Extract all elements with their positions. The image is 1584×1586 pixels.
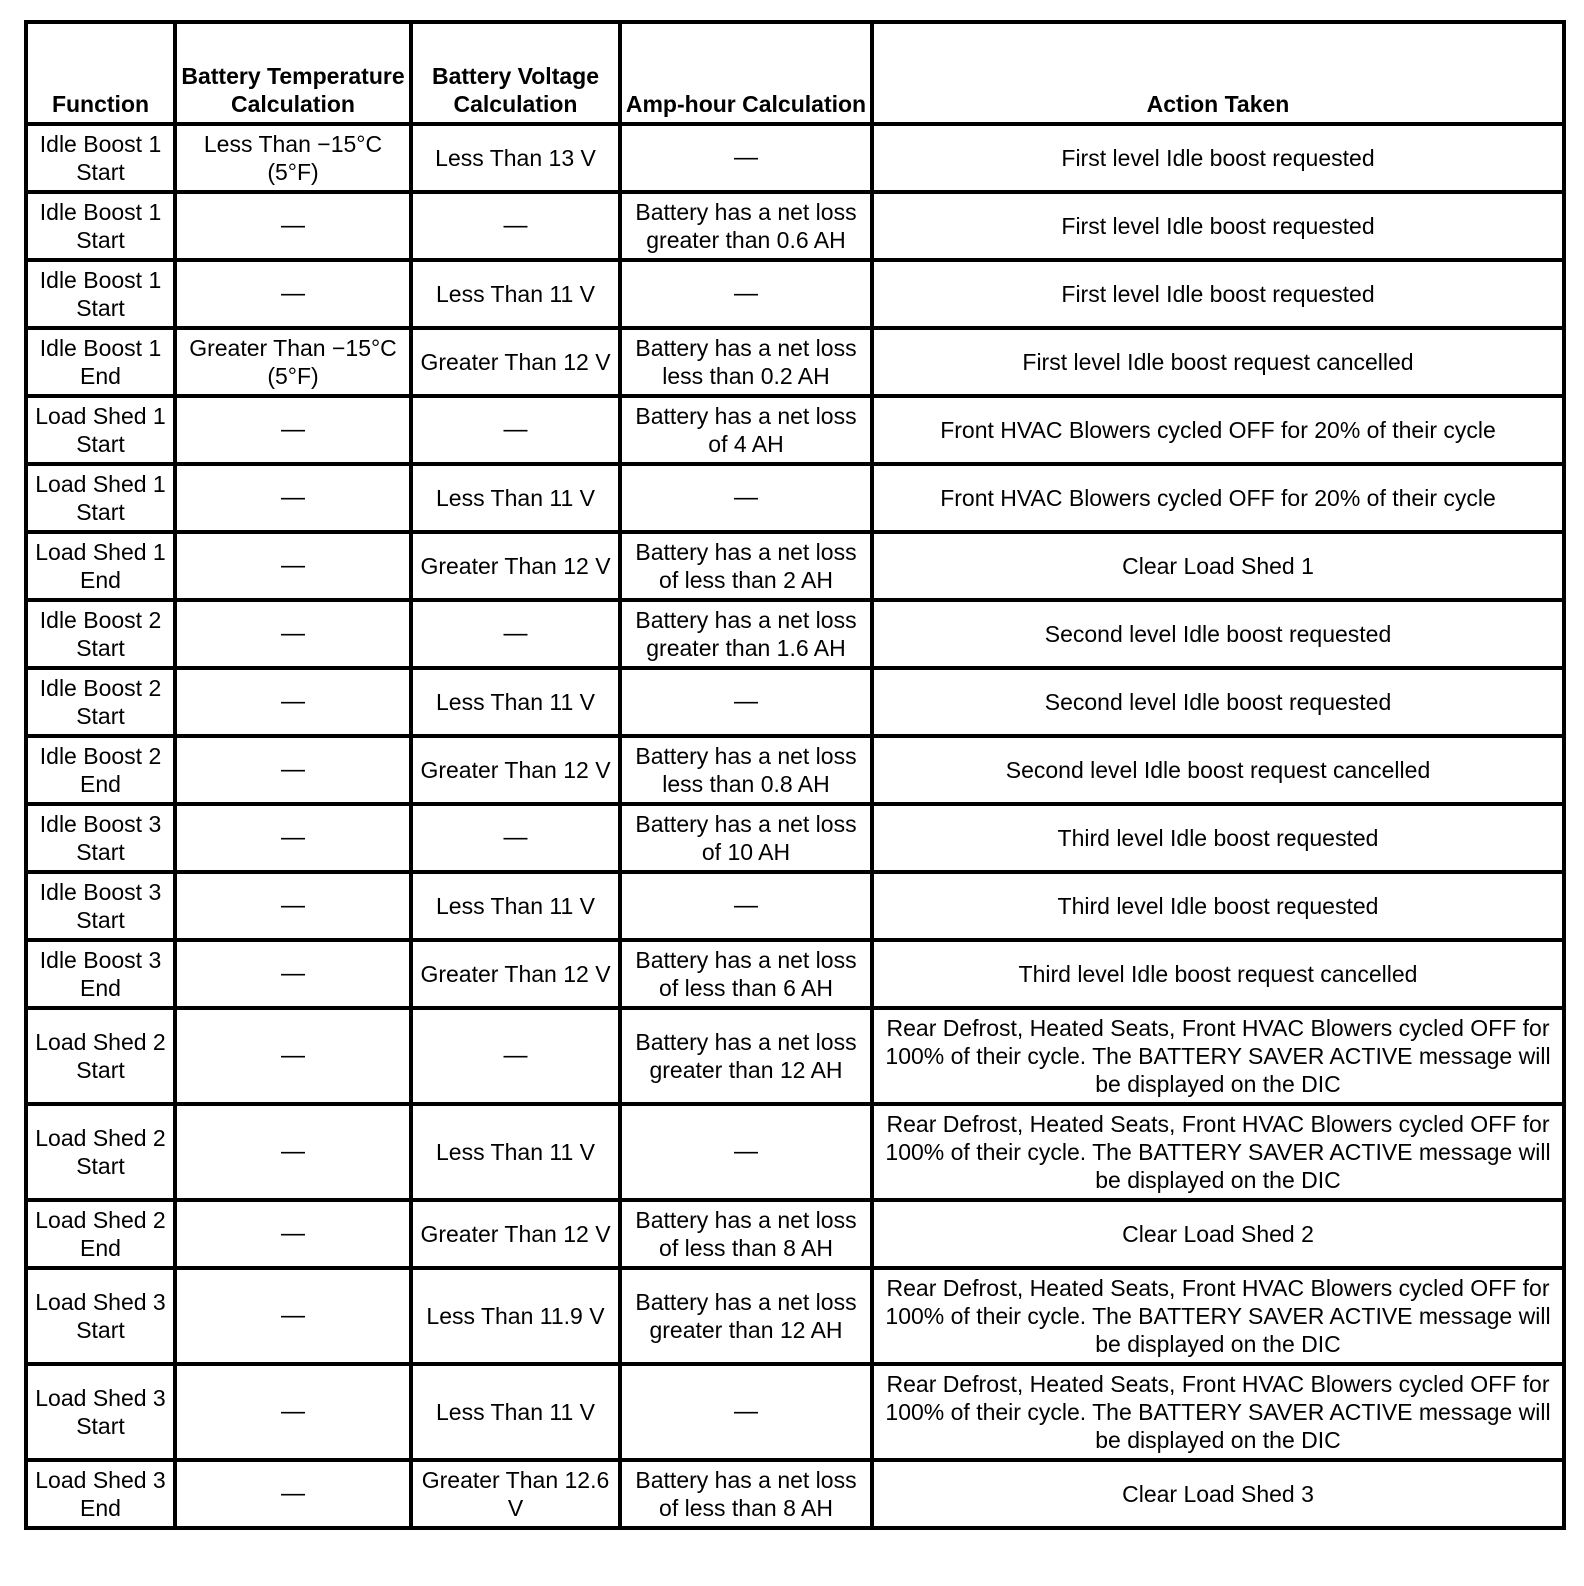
amp-hour-cell: — [620, 872, 872, 940]
amp-hour-cell: Battery has a net loss greater than 12 AH [620, 1008, 872, 1104]
voltage-cell: Less Than 13 V [411, 124, 620, 192]
amp-hour-cell: Battery has a net loss greater than 12 AH [620, 1268, 872, 1364]
action-cell: Third level Idle boost request cancelled [872, 940, 1564, 1008]
table-row [26, 1008, 1564, 1104]
table-row [26, 872, 1564, 940]
action-cell: Front HVAC Blowers cycled OFF for 20% of their cycle [872, 464, 1564, 532]
temperature-cell: — [175, 940, 411, 1008]
amp-hour-cell: Battery has a net loss less than 0.8 AH [620, 736, 872, 804]
table-row [26, 260, 1564, 328]
header-battery-voltage: Battery Voltage Calculation [411, 22, 620, 124]
function-cell: Load Shed 1 End [26, 532, 175, 600]
amp-hour-cell: — [620, 124, 872, 192]
voltage-cell: — [411, 1008, 620, 1104]
header-function: Function [26, 22, 175, 124]
amp-hour-cell: — [620, 1104, 872, 1200]
temperature-cell: — [175, 804, 411, 872]
action-cell: First level Idle boost request cancelled [872, 328, 1564, 396]
temperature-cell: — [175, 1104, 411, 1200]
temperature-cell: — [175, 1008, 411, 1104]
table-row [26, 192, 1564, 260]
action-cell: Third level Idle boost requested [872, 804, 1564, 872]
temperature-cell: — [175, 668, 411, 736]
function-cell: Load Shed 3 Start [26, 1364, 175, 1460]
action-cell: Third level Idle boost requested [872, 872, 1564, 940]
temperature-cell: — [175, 1200, 411, 1268]
action-cell: Rear Defrost, Heated Seats, Front HVAC Blowers cycled OFF for 100% of their cycle. The BATTERY SAVER ACTIVE message will be displayed on the DIC [872, 1008, 1564, 1104]
action-cell: Rear Defrost, Heated Seats, Front HVAC Blowers cycled OFF for 100% of their cycle. The BATTERY SAVER ACTIVE message will be displayed on the DIC [872, 1364, 1564, 1460]
action-cell: Second level Idle boost requested [872, 600, 1564, 668]
action-cell: Clear Load Shed 2 [872, 1200, 1564, 1268]
temperature-cell: — [175, 192, 411, 260]
voltage-cell: Less Than 11 V [411, 872, 620, 940]
amp-hour-cell: — [620, 668, 872, 736]
action-cell: First level Idle boost requested [872, 192, 1564, 260]
action-cell: Rear Defrost, Heated Seats, Front HVAC Blowers cycled OFF for 100% of their cycle. The BATTERY SAVER ACTIVE message will be displayed on the DIC [872, 1104, 1564, 1200]
battery-function-table [24, 20, 1566, 1530]
amp-hour-cell: Battery has a net loss of 4 AH [620, 396, 872, 464]
amp-hour-cell: Battery has a net loss of less than 6 AH [620, 940, 872, 1008]
temperature-cell: Greater Than −15°C (5°F) [175, 328, 411, 396]
temperature-cell: — [175, 872, 411, 940]
temperature-cell: — [175, 1268, 411, 1364]
function-cell: Load Shed 2 End [26, 1200, 175, 1268]
table-row [26, 736, 1564, 804]
amp-hour-cell: Battery has a net loss of 10 AH [620, 804, 872, 872]
table-row [26, 1200, 1564, 1268]
temperature-cell: — [175, 532, 411, 600]
function-cell: Idle Boost 1 Start [26, 260, 175, 328]
function-cell: Idle Boost 2 Start [26, 600, 175, 668]
battery-function-table-container [24, 20, 1566, 1530]
voltage-cell: Greater Than 12 V [411, 532, 620, 600]
voltage-cell: Less Than 11 V [411, 1364, 620, 1460]
table-row [26, 600, 1564, 668]
voltage-cell: Less Than 11 V [411, 464, 620, 532]
voltage-cell: Less Than 11 V [411, 1104, 620, 1200]
table-row [26, 1460, 1564, 1528]
table-row [26, 328, 1564, 396]
temperature-cell: — [175, 396, 411, 464]
temperature-cell: — [175, 600, 411, 668]
function-cell: Idle Boost 1 Start [26, 124, 175, 192]
table-row [26, 940, 1564, 1008]
function-cell: Idle Boost 1 End [26, 328, 175, 396]
voltage-cell: Less Than 11 V [411, 260, 620, 328]
action-cell: Second level Idle boost requested [872, 668, 1564, 736]
function-cell: Idle Boost 3 Start [26, 804, 175, 872]
action-cell: First level Idle boost requested [872, 124, 1564, 192]
header-action-taken: Action Taken [872, 22, 1564, 124]
voltage-cell: Greater Than 12 V [411, 940, 620, 1008]
temperature-cell: — [175, 464, 411, 532]
table-row [26, 396, 1564, 464]
function-cell: Idle Boost 3 Start [26, 872, 175, 940]
amp-hour-cell: — [620, 1364, 872, 1460]
table-row [26, 804, 1564, 872]
action-cell: First level Idle boost requested [872, 260, 1564, 328]
header-amp-hour: Amp-hour Calculation [620, 22, 872, 124]
table-row [26, 532, 1564, 600]
amp-hour-cell: Battery has a net loss of less than 8 AH [620, 1200, 872, 1268]
voltage-cell: Greater Than 12 V [411, 1200, 620, 1268]
amp-hour-cell: Battery has a net loss of less than 2 AH [620, 532, 872, 600]
temperature-cell: — [175, 1460, 411, 1528]
action-cell: Clear Load Shed 1 [872, 532, 1564, 600]
function-cell: Load Shed 3 End [26, 1460, 175, 1528]
action-cell: Clear Load Shed 3 [872, 1460, 1564, 1528]
table-row [26, 464, 1564, 532]
function-cell: Idle Boost 1 Start [26, 192, 175, 260]
temperature-cell: — [175, 736, 411, 804]
table-row [26, 1268, 1564, 1364]
table-row [26, 124, 1564, 192]
function-cell: Idle Boost 2 End [26, 736, 175, 804]
voltage-cell: — [411, 600, 620, 668]
function-cell: Idle Boost 3 End [26, 940, 175, 1008]
temperature-cell: — [175, 260, 411, 328]
amp-hour-cell: — [620, 260, 872, 328]
voltage-cell: Greater Than 12 V [411, 328, 620, 396]
voltage-cell: Less Than 11.9 V [411, 1268, 620, 1364]
table-body [26, 124, 1564, 1528]
amp-hour-cell: Battery has a net loss greater than 1.6 AH [620, 600, 872, 668]
action-cell: Rear Defrost, Heated Seats, Front HVAC Blowers cycled OFF for 100% of their cycle. The BATTERY SAVER ACTIVE message will be displayed on the DIC [872, 1268, 1564, 1364]
voltage-cell: — [411, 192, 620, 260]
amp-hour-cell: Battery has a net loss greater than 0.6 AH [620, 192, 872, 260]
table-row [26, 1104, 1564, 1200]
function-cell: Load Shed 2 Start [26, 1008, 175, 1104]
table-row [26, 668, 1564, 736]
amp-hour-cell: Battery has a net loss less than 0.2 AH [620, 328, 872, 396]
voltage-cell: — [411, 396, 620, 464]
action-cell: Front HVAC Blowers cycled OFF for 20% of their cycle [872, 396, 1564, 464]
header-battery-temperature: Battery Temperature Calculation [175, 22, 411, 124]
function-cell: Load Shed 1 Start [26, 396, 175, 464]
temperature-cell: Less Than −15°C (5°F) [175, 124, 411, 192]
action-cell: Second level Idle boost request cancelled [872, 736, 1564, 804]
voltage-cell: Less Than 11 V [411, 668, 620, 736]
temperature-cell: — [175, 1364, 411, 1460]
voltage-cell: Greater Than 12.6 V [411, 1460, 620, 1528]
amp-hour-cell: Battery has a net loss of less than 8 AH [620, 1460, 872, 1528]
amp-hour-cell: — [620, 464, 872, 532]
voltage-cell: Greater Than 12 V [411, 736, 620, 804]
table-header-row [26, 22, 1564, 124]
function-cell: Idle Boost 2 Start [26, 668, 175, 736]
voltage-cell: — [411, 804, 620, 872]
table-row [26, 1364, 1564, 1460]
function-cell: Load Shed 1 Start [26, 464, 175, 532]
function-cell: Load Shed 3 Start [26, 1268, 175, 1364]
function-cell: Load Shed 2 Start [26, 1104, 175, 1200]
